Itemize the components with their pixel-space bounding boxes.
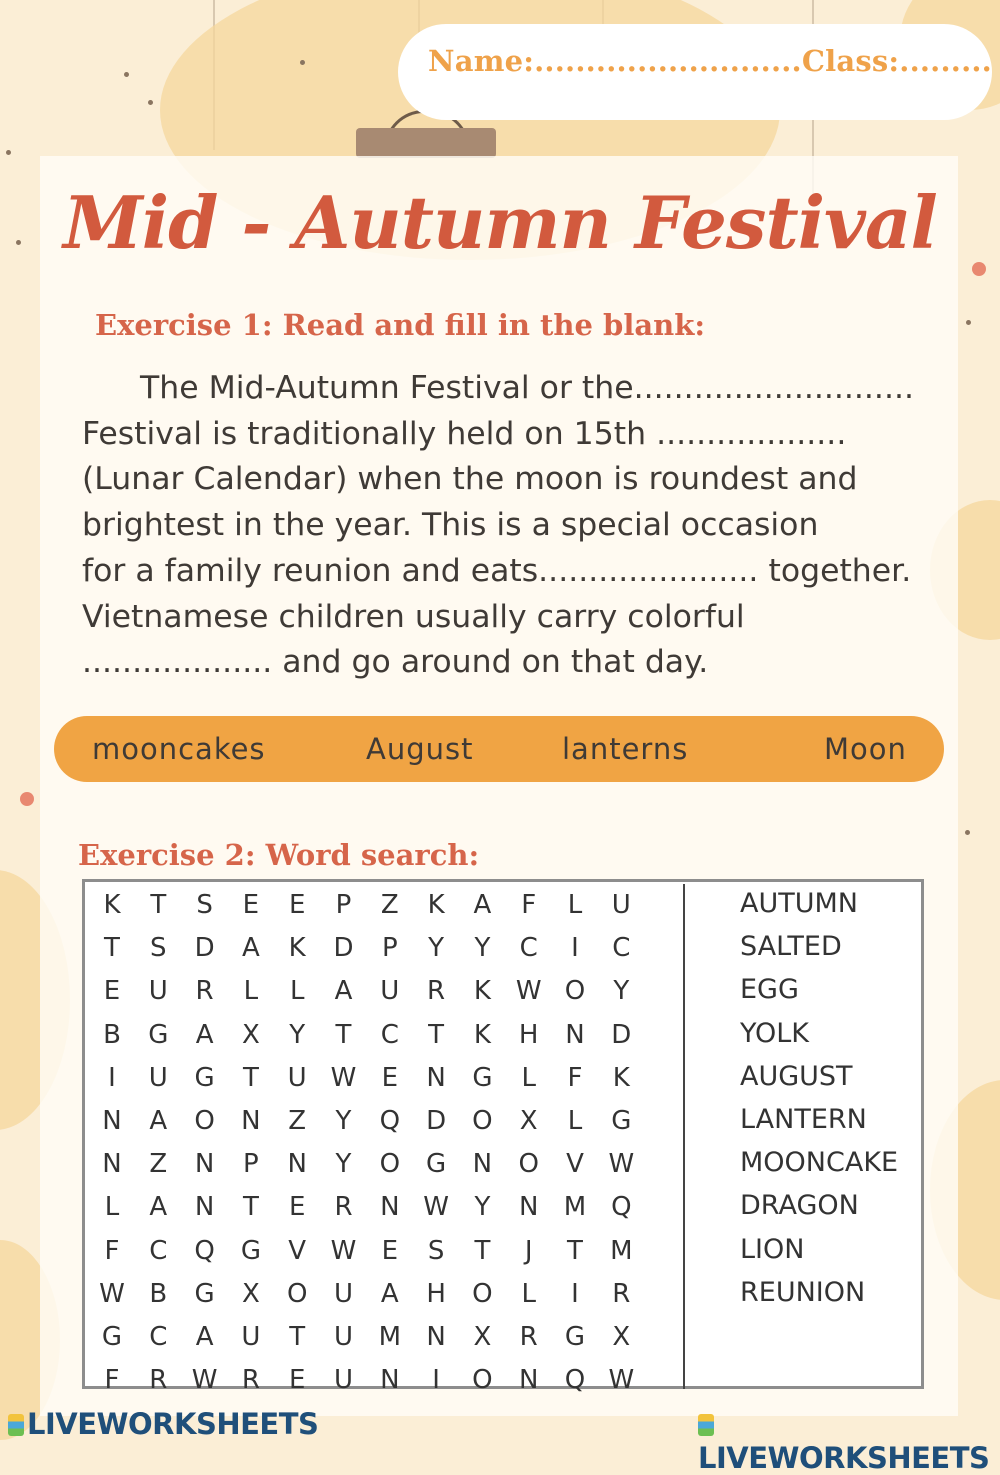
word-search-letter[interactable]: K: [288, 933, 306, 964]
word-search-letter[interactable]: O: [472, 1278, 493, 1309]
word-search-letter[interactable]: O: [518, 1149, 539, 1180]
word-search-letter[interactable]: E: [381, 1062, 399, 1093]
word-search-letter[interactable]: T: [242, 1062, 259, 1093]
word-search-letter[interactable]: F: [567, 1062, 583, 1093]
word-search-letter[interactable]: W: [608, 1149, 635, 1180]
word-search-letter[interactable]: E: [381, 1235, 399, 1266]
word-search-letter[interactable]: O: [472, 1365, 493, 1396]
background-red-dot: [20, 792, 34, 806]
word-search-letter[interactable]: C: [149, 1322, 168, 1352]
word-search-letter[interactable]: Y: [428, 933, 445, 964]
background-dot: [965, 830, 970, 835]
word-search-letter[interactable]: I: [571, 1278, 579, 1309]
word-search-letter[interactable]: A: [149, 1192, 168, 1223]
word-search-letter[interactable]: C: [612, 933, 631, 964]
word-search-letter[interactable]: U: [380, 976, 400, 1007]
word-search-letter[interactable]: K: [473, 1019, 491, 1050]
background-dot: [300, 60, 305, 65]
word-search-letter[interactable]: W: [330, 1062, 357, 1093]
word-search-letter[interactable]: X: [473, 1322, 492, 1352]
word-search-letter[interactable]: Y: [613, 976, 630, 1007]
word-search-letter[interactable]: F: [521, 890, 537, 920]
word-search-letter[interactable]: R: [519, 1322, 538, 1352]
word-search-letter[interactable]: U: [333, 1365, 354, 1396]
word-search-letter[interactable]: Z: [149, 1149, 168, 1180]
page-title: Mid - Autumn Festival: [63, 180, 937, 265]
word-search-letter[interactable]: K: [103, 890, 121, 920]
word-search-word: EGG: [740, 974, 799, 1006]
passage-line: for a family reunion and eats...................... together.: [82, 552, 912, 589]
word-search-letter[interactable]: T: [289, 1322, 306, 1352]
word-search-letter[interactable]: O: [286, 1278, 308, 1309]
word-search-letter[interactable]: J: [524, 1235, 533, 1266]
word-search-letter[interactable]: L: [567, 1106, 583, 1136]
word-search-letter[interactable]: X: [241, 1019, 260, 1050]
word-search-letter[interactable]: A: [473, 890, 492, 920]
word-search-letter[interactable]: N: [194, 1192, 215, 1223]
background-dot: [966, 320, 971, 325]
word-search-letter[interactable]: C: [149, 1235, 168, 1266]
word-search-letter[interactable]: Q: [564, 1365, 586, 1396]
word-search-letter[interactable]: G: [611, 1106, 632, 1136]
word-search-letter[interactable]: T: [242, 1192, 259, 1223]
word-search-letter[interactable]: N: [194, 1149, 215, 1180]
word-search-letter[interactable]: S: [150, 933, 167, 964]
word-search-letter[interactable]: L: [243, 976, 259, 1007]
word-search-letter[interactable]: U: [287, 1062, 307, 1093]
word-search-letter[interactable]: R: [612, 1278, 631, 1309]
lantern-decoration: [356, 128, 496, 158]
background-dot: [148, 100, 153, 105]
word-search-letter[interactable]: L: [567, 890, 583, 920]
word-search-word: DRAGON: [740, 1190, 859, 1222]
word-search-letter[interactable]: A: [149, 1106, 168, 1136]
word-search-letter[interactable]: F: [104, 1235, 120, 1266]
word-search-letter[interactable]: I: [108, 1062, 116, 1093]
word-search-letter[interactable]: Q: [194, 1235, 215, 1266]
word-search-letter[interactable]: N: [426, 1322, 446, 1352]
word-search-letter[interactable]: D: [194, 933, 215, 964]
word-search-letter[interactable]: S: [196, 890, 213, 920]
background-dot: [6, 150, 11, 155]
word-search-letter[interactable]: M: [610, 1235, 633, 1266]
word-search-letter[interactable]: Y: [335, 1149, 352, 1180]
word-search-letter[interactable]: T: [150, 890, 167, 920]
word-search-letter[interactable]: H: [518, 1019, 539, 1050]
word-search-letter[interactable]: T: [474, 1235, 491, 1266]
word-search-letter[interactable]: U: [333, 1278, 354, 1309]
liveworksheets-icon: [8, 1414, 24, 1436]
word-search-letter[interactable]: G: [194, 1062, 215, 1093]
word-search-letter[interactable]: Y: [289, 1019, 306, 1050]
word-search-letter[interactable]: G: [148, 1019, 169, 1050]
passage-line: brightest in the year. This is a special occasion: [82, 507, 819, 544]
word-search-letter[interactable]: L: [521, 1278, 536, 1309]
background-dot: [124, 72, 129, 77]
word-bank-item[interactable]: August: [366, 732, 474, 766]
word-search-letter[interactable]: K: [612, 1062, 630, 1093]
word-search-letter[interactable]: N: [102, 1149, 122, 1180]
word-search-letter[interactable]: R: [334, 1192, 353, 1223]
word-search-letter[interactable]: R: [149, 1365, 168, 1396]
exercise-1-heading: Exercise 1: Read and fill in the blank:: [95, 308, 706, 342]
passage-line: Festival is traditionally held on 15th ...................: [82, 415, 847, 452]
word-search-letter[interactable]: X: [241, 1278, 260, 1309]
word-search-letter[interactable]: O: [472, 1106, 493, 1136]
word-search-letter[interactable]: N: [380, 1192, 400, 1223]
word-search-letter[interactable]: D: [611, 1019, 632, 1050]
word-search-letter[interactable]: P: [335, 890, 352, 920]
liveworksheets-logo[interactable]: LIVEWORKSHEETS: [698, 1407, 1000, 1475]
word-search-letter[interactable]: E: [242, 890, 260, 920]
word-search-letter[interactable]: G: [564, 1322, 586, 1352]
word-search-letter[interactable]: G: [101, 1322, 123, 1352]
word-search-word: AUGUST: [740, 1060, 853, 1092]
passage-line: The Mid-Autumn Festival or the............................: [140, 370, 914, 406]
word-search-letter[interactable]: P: [381, 933, 398, 964]
word-search-letter[interactable]: N: [518, 1365, 539, 1396]
word-search-letter[interactable]: T: [428, 1019, 445, 1050]
word-search-letter[interactable]: W: [330, 1235, 357, 1266]
word-search-word: YOLK: [740, 1017, 810, 1049]
word-search-letter[interactable]: G: [426, 1149, 447, 1180]
word-search-letter[interactable]: B: [103, 1019, 121, 1050]
word-search-letter[interactable]: G: [240, 1235, 261, 1266]
word-search-letter[interactable]: S: [427, 1235, 445, 1266]
word-search-letter[interactable]: M: [563, 1192, 587, 1223]
word-search-letter[interactable]: O: [194, 1106, 215, 1136]
word-search-letter[interactable]: M: [378, 1322, 402, 1352]
word-search-letter[interactable]: D: [426, 1106, 447, 1136]
word-search-letter[interactable]: A: [380, 1278, 399, 1309]
word-bank-item[interactable]: Moon: [824, 732, 907, 766]
word-search-letter[interactable]: U: [148, 1062, 168, 1093]
word-search-letter[interactable]: I: [571, 933, 579, 964]
word-search-word: LANTERN: [740, 1104, 867, 1135]
word-search-letter[interactable]: A: [241, 933, 260, 964]
word-search-letter[interactable]: F: [104, 1365, 120, 1396]
word-search-letter[interactable]: L: [289, 976, 305, 1007]
word-search-letter[interactable]: Y: [335, 1106, 352, 1136]
word-search-letter[interactable]: E: [103, 976, 121, 1007]
word-search-letter[interactable]: N: [380, 1365, 400, 1396]
word-search-letter[interactable]: H: [426, 1278, 446, 1309]
word-search-letter[interactable]: V: [288, 1235, 307, 1266]
word-search-letter[interactable]: C: [380, 1019, 399, 1050]
word-search-letter[interactable]: Z: [288, 1106, 307, 1136]
word-search-letter[interactable]: T: [567, 1235, 583, 1266]
word-search-letter[interactable]: A: [195, 1019, 214, 1050]
word-search-letter[interactable]: G: [194, 1278, 215, 1309]
liveworksheets-logo[interactable]: LIVEWORKSHEETS: [8, 1407, 318, 1441]
exercise-2-heading: Exercise 2: Word search:: [78, 838, 480, 872]
word-search-letter[interactable]: N: [287, 1149, 307, 1180]
word-search-letter[interactable]: N: [241, 1106, 261, 1136]
word-search-letter[interactable]: Y: [474, 933, 491, 964]
word-search-letter[interactable]: R: [195, 976, 214, 1007]
word-search-letter[interactable]: A: [195, 1322, 214, 1352]
word-search-letter[interactable]: C: [519, 933, 538, 964]
liveworksheets-icon: [698, 1414, 714, 1436]
word-bank-item[interactable]: lanterns: [562, 732, 689, 766]
word-search-letter[interactable]: T: [335, 1019, 352, 1050]
word-search-letter[interactable]: U: [148, 976, 168, 1007]
word-search-letter[interactable]: E: [288, 1192, 306, 1223]
word-search-letter[interactable]: U: [241, 1322, 261, 1352]
word-search-letter[interactable]: Y: [474, 1192, 491, 1223]
word-search-letter[interactable]: U: [333, 1322, 354, 1352]
word-search-letter[interactable]: N: [565, 1019, 585, 1050]
word-search-word: AUTUMN: [740, 888, 858, 919]
word-search-letter[interactable]: A: [334, 976, 353, 1007]
reading-passage: [82, 366, 952, 686]
word-search-letter[interactable]: U: [611, 890, 631, 920]
word-search-letter[interactable]: Q: [379, 1106, 401, 1136]
word-search-letter[interactable]: V: [566, 1149, 584, 1180]
word-search-letter[interactable]: R: [427, 976, 446, 1007]
word-search-word: SALTED: [740, 931, 842, 963]
word-search-letter[interactable]: X: [612, 1322, 631, 1352]
word-search-letter[interactable]: W: [99, 1278, 125, 1309]
word-search-divider: [683, 884, 685, 1389]
word-search-letter[interactable]: N: [102, 1106, 122, 1136]
word-bank: [54, 716, 944, 782]
passage-line: Vietnamese children usually carry colorful: [82, 598, 745, 635]
word-search-letter[interactable]: R: [241, 1365, 260, 1396]
word-search-letter[interactable]: E: [288, 890, 306, 920]
word-search-letter[interactable]: D: [333, 933, 354, 964]
word-search-letter[interactable]: I: [432, 1365, 440, 1396]
word-search-word: LION: [740, 1233, 805, 1265]
word-search-letter[interactable]: W: [608, 1365, 635, 1396]
word-search-letter[interactable]: T: [104, 933, 120, 964]
name-class-label: Name:..........................Class:.........: [428, 44, 992, 78]
word-search-letter[interactable]: P: [243, 1149, 259, 1180]
passage-line: ................... and go around on that day.: [82, 644, 709, 681]
word-search-letter[interactable]: O: [379, 1149, 401, 1180]
word-search-letter[interactable]: E: [288, 1365, 306, 1396]
word-search-letter[interactable]: G: [472, 1062, 493, 1093]
word-search-letter[interactable]: Q: [611, 1192, 632, 1223]
word-search-letter[interactable]: L: [521, 1062, 536, 1093]
word-search-letter[interactable]: Z: [380, 890, 399, 920]
word-search-letter[interactable]: W: [515, 976, 542, 1007]
word-search-letter[interactable]: B: [149, 1278, 168, 1309]
word-search-word: REUNION: [740, 1276, 866, 1308]
word-search-letter[interactable]: L: [104, 1192, 120, 1223]
word-search-letter[interactable]: O: [564, 976, 586, 1007]
word-search-letter[interactable]: N: [426, 1062, 446, 1093]
word-search-letter[interactable]: K: [427, 890, 445, 920]
word-search-letter[interactable]: N: [472, 1149, 493, 1180]
word-search-letter[interactable]: W: [191, 1365, 218, 1396]
word-search-letter[interactable]: X: [519, 1106, 538, 1136]
word-search-letter[interactable]: W: [423, 1192, 449, 1223]
word-search-letter[interactable]: K: [473, 976, 491, 1007]
word-bank-item[interactable]: mooncakes: [92, 732, 266, 766]
word-search-letter[interactable]: N: [518, 1192, 539, 1223]
passage-line: (Lunar Calendar) when the moon is roundest and: [82, 461, 858, 498]
word-search-word: MOONCAKE: [740, 1147, 899, 1179]
